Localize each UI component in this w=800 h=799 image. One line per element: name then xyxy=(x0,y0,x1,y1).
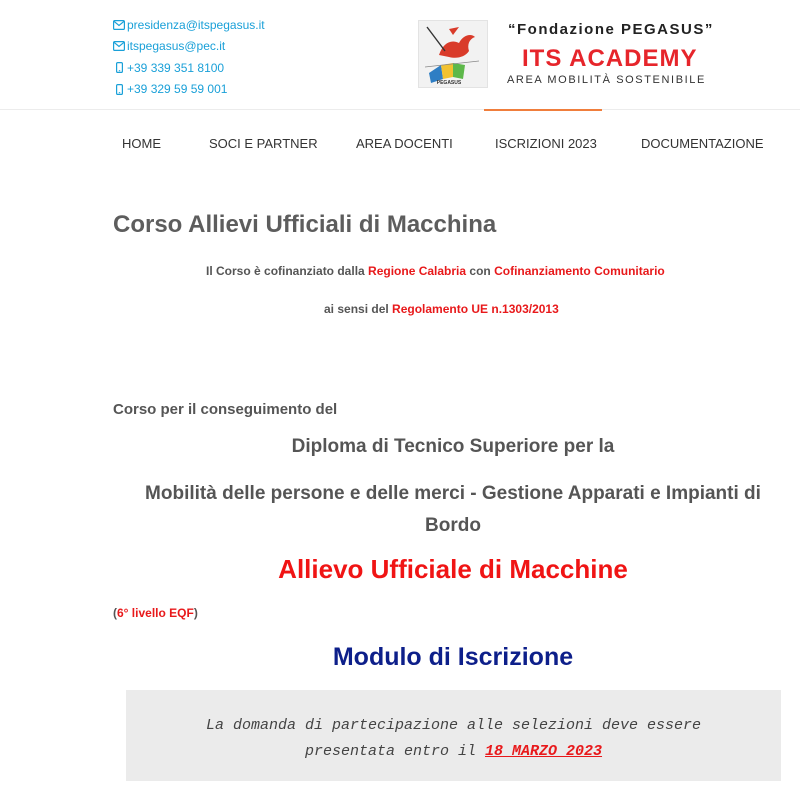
course-subheading: Corso per il conseguimento del xyxy=(113,401,338,418)
contact-text: presidenza@itspegasus.it xyxy=(127,17,265,32)
nav-item-home[interactable]: HOME xyxy=(122,136,161,151)
cofinancing-mid: con xyxy=(466,264,495,278)
role-title: Allievo Ufficiale di Macchine xyxy=(278,554,628,584)
active-menu-indicator xyxy=(484,109,602,111)
deadline-date: 18 MARZO 2023 xyxy=(485,743,603,760)
header-divider xyxy=(0,109,800,110)
logo-foundation-name: “Fondazione PEGASUS” xyxy=(508,21,714,38)
logo-area-subtitle: AREA MOBILITÀ SOSTENIBILE xyxy=(507,74,706,86)
contact-text: +39 329 59 59 001 xyxy=(127,82,228,97)
notice-line-2 xyxy=(126,739,781,765)
contact-phone-1[interactable] xyxy=(112,57,265,79)
logo-academy-name: ITS ACADEMY xyxy=(522,45,698,72)
contact-email-pec[interactable] xyxy=(112,36,265,58)
main-nav xyxy=(0,136,800,154)
contact-phone-2[interactable] xyxy=(112,79,265,101)
envelope-icon xyxy=(112,41,126,51)
svg-text:PEGASUS: PEGASUS xyxy=(436,80,462,86)
diploma-title-line-1: Diploma di Tecnico Superiore per la xyxy=(291,436,615,457)
eqf-paren-close: ) xyxy=(193,606,198,620)
contact-email-presidenza[interactable] xyxy=(112,14,265,36)
eqf-level-text: 6° livello EQF xyxy=(117,606,194,620)
cofinancing-prefix: Il Corso è cofinanziato dalla xyxy=(206,264,369,278)
contact-text: itspegasus@pec.it xyxy=(127,39,226,54)
notice-line-2-prefix: presentata entro il xyxy=(304,743,485,760)
contact-text: +39 339 351 8100 xyxy=(127,60,225,75)
envelope-icon xyxy=(112,20,126,30)
header-contacts xyxy=(112,14,265,100)
registration-module-title: Modulo di Iscrizione xyxy=(332,643,574,671)
diploma-title-line-3: Bordo xyxy=(425,515,481,536)
eqf-paren-open: ( xyxy=(113,606,117,620)
mobile-phone-icon xyxy=(112,84,126,95)
mobile-phone-icon xyxy=(112,62,126,73)
regulation-prefix: ai sensi del xyxy=(324,302,393,316)
notice-line-1: La domanda di partecipazione alle selezioni deve essere xyxy=(205,717,702,734)
regulation-line xyxy=(324,302,559,316)
nav-item-documentazione[interactable]: DOCUMENTAZIONE xyxy=(641,136,764,151)
site-logo[interactable] xyxy=(418,18,718,90)
diploma-title-line-2: Mobilità delle persone e delle merci - Gestione Apparati e Impianti di xyxy=(145,483,761,504)
regulation-ref: Regolamento UE n.1303/2013 xyxy=(392,302,559,316)
nav-item-soci-e-partner[interactable]: SOCI E PARTNER xyxy=(209,136,318,151)
nav-item-iscrizioni-2023[interactable]: ISCRIZIONI 2023 xyxy=(495,136,597,151)
cofinancing-line xyxy=(206,264,665,278)
pegasus-emblem xyxy=(418,20,488,88)
eqf-level xyxy=(113,606,198,620)
nav-item-area-docenti[interactable]: AREA DOCENTI xyxy=(356,136,453,151)
page-title: Corso Allievi Ufficiali di Macchina xyxy=(113,211,497,238)
deadline-notice xyxy=(126,690,781,781)
region-name: Regione Calabria xyxy=(368,264,467,278)
funding-name: Cofinanziamento Comunitario xyxy=(494,264,665,278)
